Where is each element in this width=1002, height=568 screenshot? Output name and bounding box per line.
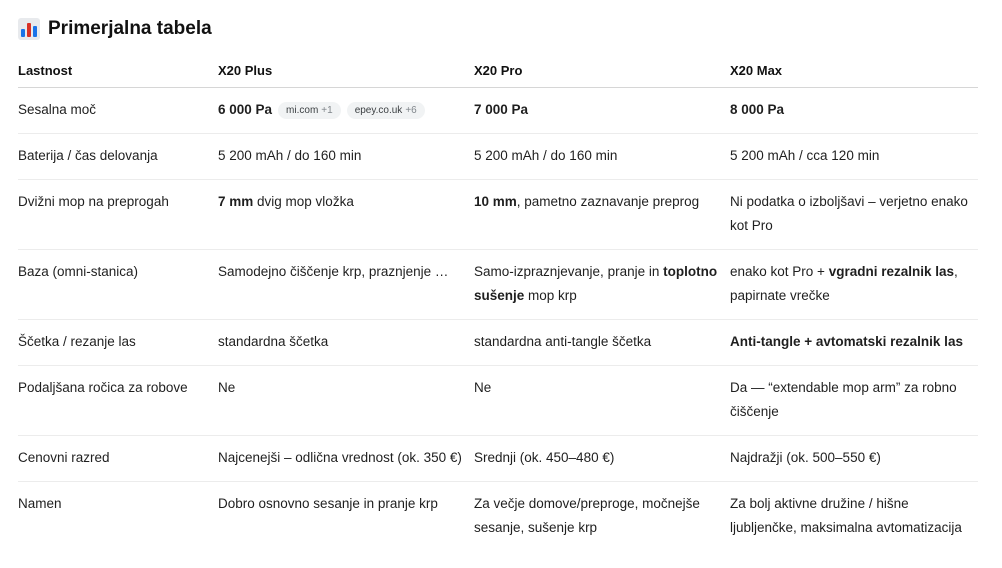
value-bold: toplotno sušenje bbox=[474, 264, 718, 303]
value-text: , papirnate vrečke bbox=[730, 264, 958, 303]
plus-cell: Ne bbox=[218, 366, 474, 436]
value-text: Samo-izpraznjevanje, pranje in bbox=[474, 264, 664, 279]
max-cell: Najdražji (ok. 500–550 €) bbox=[730, 436, 978, 482]
pro-cell bbox=[474, 250, 730, 320]
max-cell: Ni podatka o izboljšavi – verjetno enako kot Pro bbox=[730, 180, 978, 250]
value-text: mop krp bbox=[524, 288, 577, 303]
pro-cell: Ne bbox=[474, 366, 730, 436]
plus-cell: Najcenejši – odlična vrednost (ok. 350 €) bbox=[218, 436, 474, 482]
value-text: , pametno zaznavanje preprog bbox=[516, 194, 700, 209]
value-bold: 10 mm bbox=[474, 194, 517, 209]
page-title bbox=[18, 14, 980, 44]
value-bold: 7 000 Pa bbox=[474, 102, 529, 117]
feature-cell: Cenovni razred bbox=[18, 436, 218, 482]
pro-cell: Srednji (ok. 450–480 €) bbox=[474, 436, 730, 482]
plus-cell bbox=[218, 88, 474, 134]
source-count: +6 bbox=[405, 105, 417, 116]
value-bold: vgradni rezalnik las bbox=[828, 264, 954, 279]
value-text: dvig mop vložka bbox=[253, 194, 354, 209]
source-name: epey.co.uk bbox=[354, 105, 403, 116]
max-cell: Da — “extendable mop arm” za robno čiščenje bbox=[730, 366, 978, 436]
header-x20-max: X20 Max bbox=[730, 53, 978, 88]
pro-cell: Za večje domove/preproge, močnejše sesanje, sušenje krp bbox=[474, 496, 700, 535]
pro-cell bbox=[474, 88, 730, 134]
feature-cell: Baterija / čas delovanja bbox=[18, 134, 218, 180]
feature-cell: Baza (omni-stanica) bbox=[18, 250, 218, 320]
feature-cell: Podaljšana ročica za robove bbox=[18, 366, 218, 436]
header-x20-pro: X20 Pro bbox=[474, 53, 730, 88]
table-header-row bbox=[18, 53, 978, 88]
max-cell bbox=[730, 250, 978, 320]
bar-chart-icon bbox=[18, 18, 40, 40]
comparison-table bbox=[18, 53, 978, 551]
max-cell: 5 200 mAh / cca 120 min bbox=[730, 134, 978, 180]
plus-cell: standardna ščetka bbox=[218, 320, 474, 366]
page-title-text: Primerjalna tabela bbox=[48, 18, 212, 39]
table-row bbox=[18, 180, 978, 250]
pro-cell: 5 200 mAh / do 160 min bbox=[474, 134, 730, 180]
feature-cell: Namen bbox=[18, 496, 62, 511]
source-count: +1 bbox=[321, 105, 333, 116]
max-cell bbox=[730, 88, 978, 134]
plus-cell: Samodejno čiščenje krp, praznjenje … bbox=[218, 250, 474, 320]
value-bold: 8 000 Pa bbox=[730, 102, 785, 117]
table-row bbox=[18, 436, 978, 482]
max-cell: Za bolj aktivne družine / hišne ljubljenčke, maksimalna avtomatizacija bbox=[730, 496, 962, 535]
plus-cell: 5 200 mAh / do 160 min bbox=[218, 134, 474, 180]
pro-cell: standardna anti-tangle ščetka bbox=[474, 320, 730, 366]
pro-cell bbox=[474, 180, 730, 250]
source-chip[interactable] bbox=[278, 102, 341, 119]
value-bold: Anti-tangle + avtomatski rezalnik las bbox=[730, 334, 963, 349]
feature-cell: Dvižni mop na preprogah bbox=[18, 180, 218, 250]
source-name: mi.com bbox=[286, 105, 319, 116]
plus-cell: Dobro osnovno sesanje in pranje krp bbox=[218, 496, 438, 511]
table-row bbox=[18, 88, 978, 134]
value-bold: 7 mm bbox=[218, 194, 254, 209]
max-cell bbox=[730, 320, 978, 366]
table-row bbox=[18, 366, 978, 436]
value-text: enako kot Pro + bbox=[730, 264, 829, 279]
feature-cell: Ščetka / rezanje las bbox=[18, 320, 218, 366]
table-row bbox=[18, 250, 978, 320]
value-bold: 6 000 Pa bbox=[218, 102, 273, 117]
plus-cell bbox=[218, 180, 474, 250]
source-chip[interactable] bbox=[347, 102, 425, 119]
table-row bbox=[18, 320, 978, 366]
table-row bbox=[18, 482, 978, 552]
header-feature: Lastnost bbox=[18, 53, 218, 88]
header-x20-plus: X20 Plus bbox=[218, 53, 474, 88]
table-row bbox=[18, 134, 978, 180]
feature-cell: Sesalna moč bbox=[18, 88, 218, 134]
